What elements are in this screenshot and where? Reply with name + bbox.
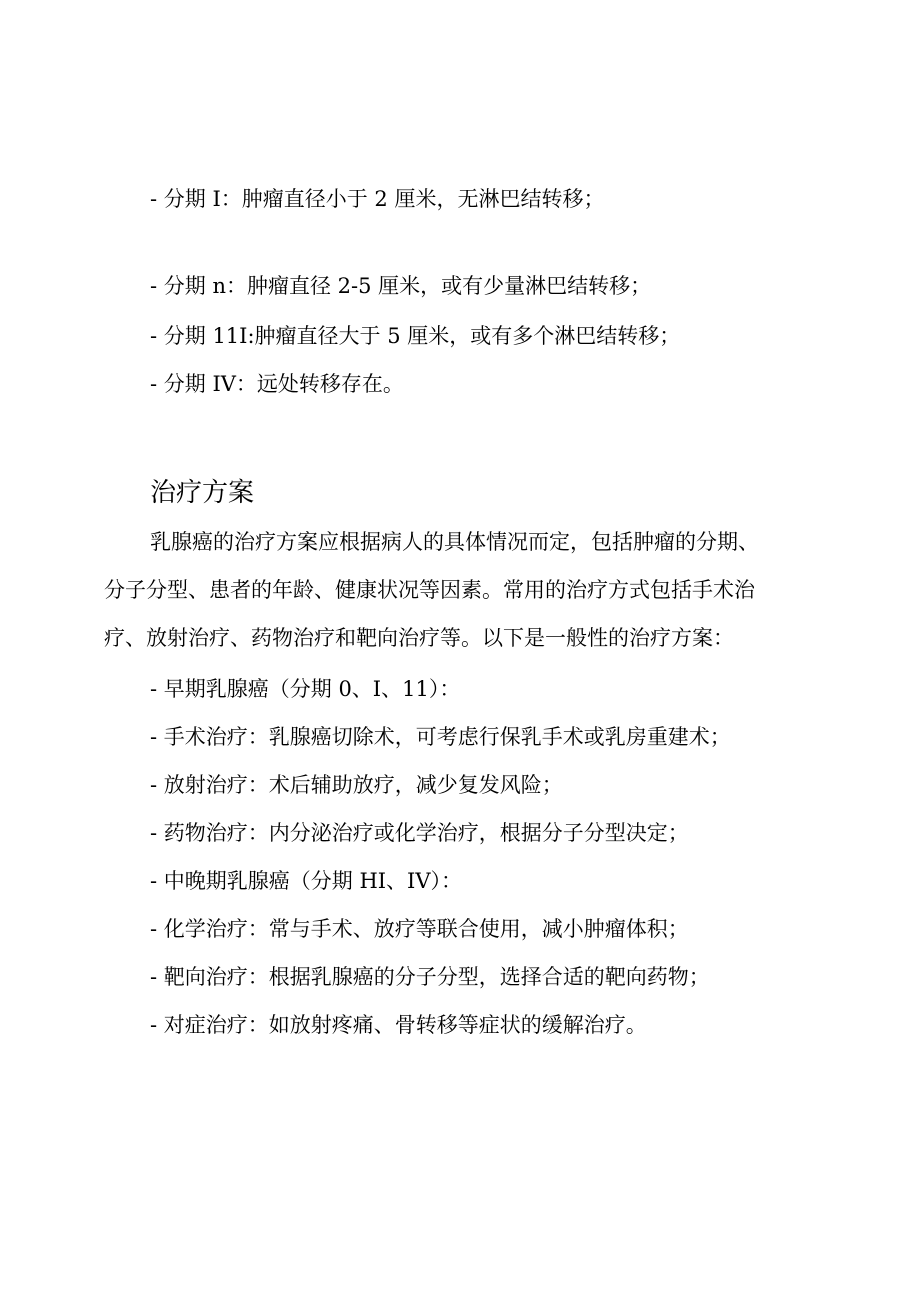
treatment-item-3: - 放射治疗：术后辅助放疗，减少复发风险； xyxy=(150,773,563,797)
treatment-item-1: - 早期乳腺癌（分期 0、I、11）： xyxy=(150,677,461,701)
staging-item-1: - 分期 I：肿瘤直径小于 2 厘米，无淋巴结转移； xyxy=(150,187,605,211)
treatment-item-8: - 对症治疗：如放射疼痛、骨转移等症状的缓解治疗。 xyxy=(150,1013,647,1037)
treatment-item-7: - 靶向治疗：根据乳腺癌的分子分型，选择合适的靶向药物； xyxy=(150,965,710,989)
treatment-item-5: - 中晚期乳腺癌（分期 HI、IV）： xyxy=(150,869,463,893)
section-heading-treatment: 治疗方案 xyxy=(150,478,255,508)
treatment-paragraph-line-3: 疗、放射治疗、药物治疗和靶向治疗等。以下是一般性的治疗方案： xyxy=(104,626,734,650)
treatment-paragraph-line-1: 乳腺癌的治疗方案应根据病人的具体情况而定，包括肿瘤的分期、 xyxy=(150,530,759,554)
treatment-item-6: - 化学治疗：常与手术、放疗等联合使用，减小肿瘤体积； xyxy=(150,917,689,941)
staging-item-4: - 分期 IV：远处转移存在。 xyxy=(150,372,404,396)
treatment-paragraph-line-2: 分子分型、患者的年龄、健康状况等因素。常用的治疗方式包括手术治 xyxy=(104,578,755,602)
staging-item-2: - 分期 n：肿瘤直径 2-5 厘米，或有少量淋巴结转移； xyxy=(150,274,652,298)
treatment-item-2: - 手术治疗：乳腺癌切除术，可考虑行保乳手术或乳房重建术； xyxy=(150,725,731,749)
staging-item-3: - 分期 11I:肿瘤直径大于 5 厘米，或有多个淋巴结转移； xyxy=(150,324,681,348)
treatment-item-4: - 药物治疗：内分泌治疗或化学治疗，根据分子分型决定； xyxy=(150,821,689,845)
